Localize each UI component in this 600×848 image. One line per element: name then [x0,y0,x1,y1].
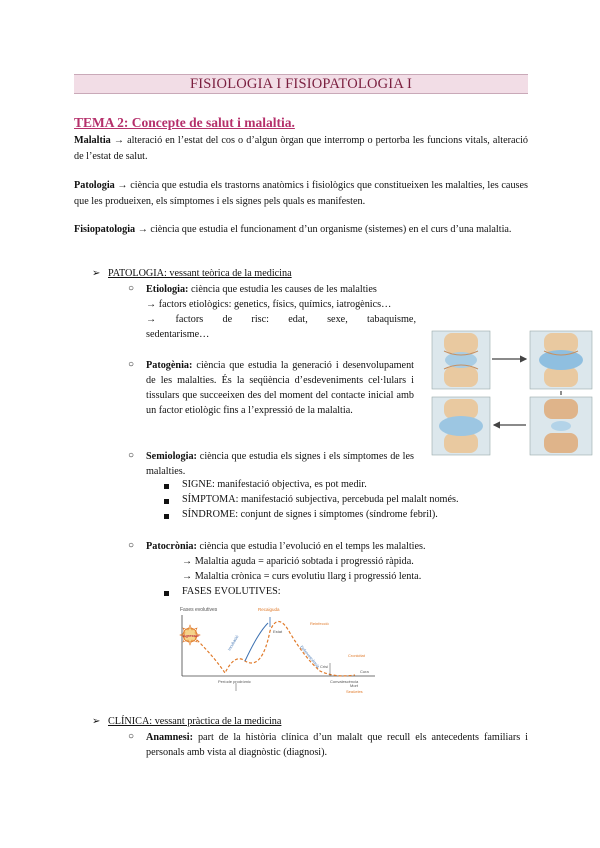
fisiopatologia-term: Fisiopatologia [74,224,136,235]
circle-bullet-icon: ○ [128,283,135,294]
agressio-label: Agressió [183,633,199,638]
recaiguda-label: Recaiguda [258,607,280,612]
signe-text: manifestació objectiva, es pot medir. [214,479,367,490]
semiologia-item [146,449,414,479]
arrowhead-bullet-icon: ➢ [92,268,101,279]
title-bar [74,74,528,94]
fases-diagram-title: Fases evolutives [180,607,218,613]
circle-bullet-icon: ○ [128,731,135,742]
fisiopatologia-text: → ciència que estudia el funcionament d’un organisme (sistemes) en el curs d’una malaltia. [135,224,512,235]
incubacio-label: Incubació [226,634,240,652]
patogenia-term: Patogènia: [146,360,193,371]
page-title: FISIOLOGIA I FISIOPATOLOGIA I [189,76,413,92]
reinfeccio-label: Reinfecció [310,621,329,626]
fisiopatologia-definition [74,222,528,238]
anamnesi-item [146,730,528,760]
malaltia-cronica: → Malaltia crònica = curs evolutiu llarg i progressió lenta. [182,571,422,582]
patologia-text: → ciència que estudia els trastorns anatòmics i fisiològics que constitueixen les malalties, les causes que les produeixen, els símptomes i els signes pels quals es manifesten. [74,180,528,207]
patologia-term: Patologia [74,180,115,191]
etiologia-item [146,282,416,342]
clinica-section-heading [92,716,281,727]
sindrome-text: conjunt de signes i símptomes (síndrome febril). [238,509,438,520]
patocronia-text: ciència que estudia l’evolució en el temps les malalties. [196,541,426,552]
malaltia-term: Malaltia [74,135,111,146]
joint-panel-1 [432,331,490,389]
signe-term: SIGNE: [182,479,215,490]
semiologia-term: Semiologia: [146,451,197,462]
mort-label: Mort [350,683,358,688]
joint-panel-4 [530,397,592,455]
crisi-label: Crisi [320,664,328,669]
sindrome-item [182,507,522,522]
circle-bullet-icon: ○ [128,359,135,370]
circle-bullet-icon: ○ [128,450,135,461]
semiologia-text: ciència que estudia els signes i els símptomes de les malalties. [146,451,414,477]
malaltia-aguda: → Malaltia aguda = aparició sobtada i progressió ràpida. [182,556,414,567]
cura-label: Cura [360,669,369,674]
square-bullet-icon [164,514,169,519]
joint-panel-2 [530,331,592,389]
arrowhead-bullet-icon: ➢ [92,716,101,727]
simptoma-item [182,492,522,507]
etiologia-risc: → factors de risc: edat, sexe, tabaquisme, sedentarisme… [146,314,416,340]
convalescencia-label: Convalescència [330,679,359,684]
circle-bullet-icon: ○ [128,540,135,551]
etiologia-text: ciència que estudia les causes de les malalties [188,284,377,295]
patocronia-term: Patocrònia: [146,541,197,552]
patologia-section-heading [92,268,292,279]
etiologia-factors: → factors etiològics: genetics, físics, químics, iatrogènics… [146,299,392,310]
patogenia-text: ciència que estudia la generació i desenvolupament de les malalties. És la seqüència d’esdeveniments cel·lulars i tissulars que succeeixen des del moment del contacte inicial amb un factor etiològic fins a l’expressió de la malaltia. [146,360,414,416]
signe-item [182,477,512,492]
malaltia-text: → alteració en l’estat del cos o d’algun òrgan que interromp o pertorba les funcions vitals, alteració de l’estat de salut. [74,135,528,162]
simptoma-term: SÍMPTOMA: [182,494,239,505]
etiologia-term: Etiologia: [146,284,189,295]
sequelles-label: Seqüeles [346,689,363,693]
patocronia-item [146,539,506,554]
estat-label: Estat [273,629,283,634]
malaltia-definition [74,133,528,165]
cronicitat-label: Cronicitat [348,653,365,658]
joint-panel-3 [432,397,490,455]
clinica-section-label: CLÍNICA: vessant pràctica de la medicina [108,716,282,727]
fases-evolutives-diagram [170,603,390,693]
defervescencia-label: Defervescència [299,644,321,669]
anamnesi-term: Anamnesi: [146,732,193,743]
square-bullet-icon [164,591,169,596]
patologia-definition [74,178,528,210]
patologia-section-label: PATOLOGIA: vessant teòrica de la medicina [108,268,292,279]
anamnesi-text: part de la història clínica d’un malalt que recull els antecedents familiars i personals amb vista al diagnòstic (diagnosi). [146,732,528,758]
patogenia-item [146,358,414,418]
fases-label: FASES EVOLUTIVES: [182,586,281,597]
simptoma-text: manifestació subjectiva, percebuda pel malalt només. [238,494,459,505]
joint-inflammation-illustration [430,329,594,457]
square-bullet-icon [164,484,169,489]
prodromic-label: Període prodròmic [218,679,251,684]
estat-rise-curve [245,623,268,661]
sindrome-term: SÍNDROME: [182,509,239,520]
square-bullet-icon [164,499,169,504]
tema-heading: TEMA 2: Concepte de salut i malaltia. [74,115,295,130]
